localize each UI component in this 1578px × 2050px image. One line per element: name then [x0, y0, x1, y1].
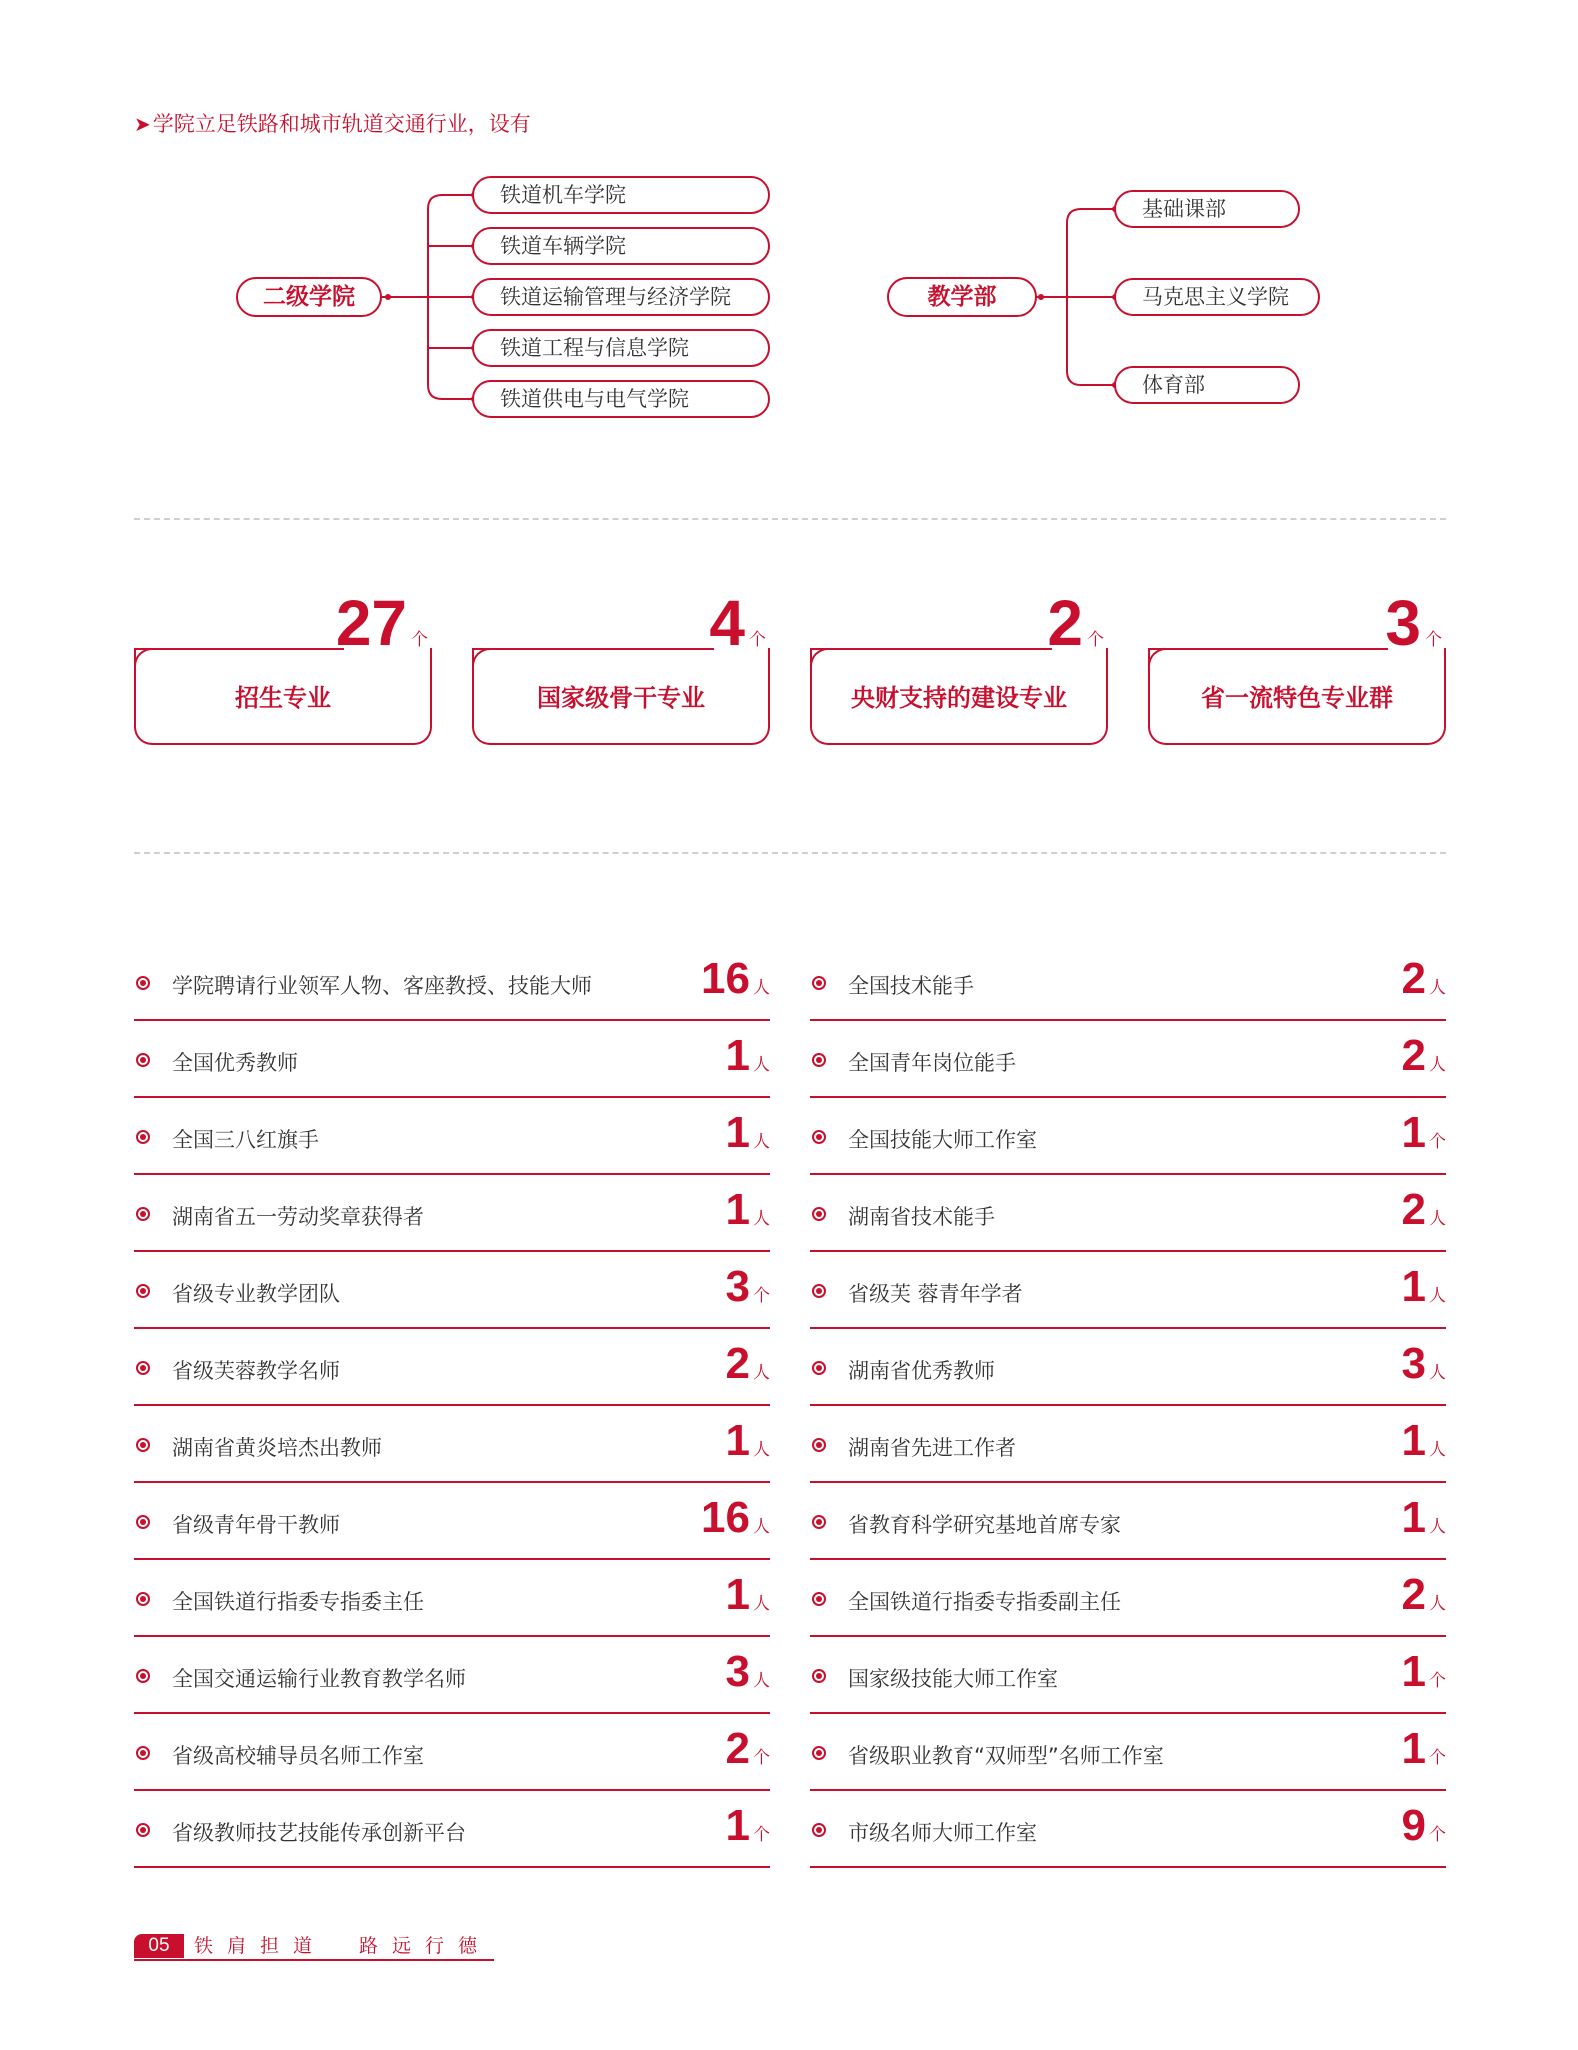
honor-text: 湖南省五一劳动奖章获得者 [172, 1205, 424, 1229]
honor-count [726, 1643, 770, 1701]
colleges-root-pill: 二级学院 [236, 277, 382, 317]
honor-count-unit: 个 [1429, 1671, 1446, 1691]
honor-count-value: 1 [725, 1801, 750, 1850]
honor-text: 省教育科学研究基地首席专家 [848, 1513, 1121, 1537]
honors-list-right [810, 946, 1446, 1870]
college-item: 铁道工程与信息学院 [472, 329, 770, 367]
honor-count-value: 2 [725, 1339, 750, 1388]
footer-motto: 铁肩担道 路远行德 [194, 1935, 492, 1957]
honor-text: 国家级技能大师工作室 [848, 1667, 1058, 1691]
card-top-line [1148, 648, 1388, 650]
bullet-icon [136, 976, 150, 990]
honor-text: 省级职业教育“双师型”名师工作室 [848, 1744, 1164, 1768]
honor-text: 全国三八红旗手 [172, 1128, 319, 1152]
honor-count-unit: 人 [1429, 1209, 1446, 1229]
honor-text: 全国铁道行指委专指委副主任 [848, 1590, 1121, 1614]
honor-count-unit: 人 [753, 978, 770, 998]
bullet-icon [136, 1669, 150, 1683]
honor-count-value: 16 [701, 954, 750, 1003]
department-item: 马克思主义学院 [1114, 278, 1320, 316]
department-item: 基础课部 [1114, 190, 1300, 228]
honor-row [810, 1177, 1446, 1252]
card-top-line [810, 648, 1052, 650]
honor-row [134, 1485, 770, 1560]
honor-count [1402, 1797, 1446, 1855]
bullet-icon [136, 1284, 150, 1298]
stat-card-enrollment [134, 587, 432, 745]
honor-row [810, 1254, 1446, 1329]
stat-card-central-finance [810, 587, 1108, 745]
stat-number: 27 个 [335, 587, 428, 659]
org-tree-connectors [0, 0, 1578, 460]
honor-count-unit: 人 [753, 1363, 770, 1383]
honor-count-unit: 人 [753, 1671, 770, 1691]
bullet-icon [136, 1823, 150, 1837]
honor-text: 湖南省技术能手 [848, 1205, 995, 1229]
stat-number: 2 个 [1047, 587, 1104, 659]
honor-count [1402, 1335, 1446, 1393]
honor-count [1402, 1720, 1446, 1778]
honor-text: 全国技能大师工作室 [848, 1128, 1037, 1152]
bullet-icon [812, 1130, 826, 1144]
honor-count-value: 1 [725, 1416, 750, 1465]
honor-row [810, 1485, 1446, 1560]
honor-row [134, 1100, 770, 1175]
honor-row [134, 1023, 770, 1098]
honor-count [701, 950, 770, 1008]
honor-row [810, 1023, 1446, 1098]
honor-count-value: 2 [1401, 1031, 1426, 1080]
bullet-icon [136, 1746, 150, 1760]
honor-count [726, 1412, 770, 1470]
bullet-icon [812, 1669, 826, 1683]
honor-count-value: 1 [1401, 1724, 1426, 1773]
honor-count-value: 3 [725, 1262, 750, 1311]
honor-count [726, 1104, 770, 1162]
intro-text: 学院立足铁路和城市轨道交通行业，设有 [152, 112, 531, 136]
honor-row [134, 1716, 770, 1791]
honor-count-value: 1 [725, 1108, 750, 1157]
honor-count-unit: 人 [1429, 1594, 1446, 1614]
honor-text: 全国交通运输行业教育教学名师 [172, 1667, 466, 1691]
bullet-icon [812, 1592, 826, 1606]
honor-text: 市级名师大师工作室 [848, 1821, 1037, 1845]
honor-row [810, 1716, 1446, 1791]
honor-text: 省级芙蓉教学名师 [172, 1359, 340, 1383]
honor-row [810, 1562, 1446, 1637]
honor-text: 全国铁道行指委专指委主任 [172, 1590, 424, 1614]
honor-count-unit: 人 [1429, 1286, 1446, 1306]
footer-underline [134, 1959, 494, 1961]
honor-row [810, 1408, 1446, 1483]
honor-count-unit: 人 [1429, 1363, 1446, 1383]
honor-count-unit: 人 [1429, 978, 1446, 998]
honor-count-value: 1 [1401, 1108, 1426, 1157]
honor-row [134, 1254, 770, 1329]
card-top-line [472, 648, 714, 650]
honor-count [1402, 1489, 1446, 1547]
honor-count-value: 2 [1401, 1185, 1426, 1234]
bullet-icon [812, 1361, 826, 1375]
honor-row [134, 946, 770, 1021]
honor-count-unit: 个 [753, 1748, 770, 1768]
stat-label: 省一流特色专业群 [1201, 684, 1393, 712]
bullet-icon [812, 976, 826, 990]
stat-number: 3 个 [1385, 587, 1442, 659]
honor-count [1402, 1104, 1446, 1162]
honor-count [1402, 1258, 1446, 1316]
bullet-icon [136, 1438, 150, 1452]
page-number: 05 [134, 1934, 184, 1958]
honor-row [134, 1177, 770, 1252]
bullet-icon [812, 1053, 826, 1067]
honor-count-value: 2 [1401, 1570, 1426, 1619]
honor-count-value: 16 [701, 1493, 750, 1542]
stat-card-provincial-cluster [1148, 587, 1446, 745]
section-divider [134, 518, 1446, 520]
honor-row [134, 1562, 770, 1637]
honor-count-unit: 人 [1429, 1440, 1446, 1460]
card-corner [810, 648, 830, 668]
department-item: 体育部 [1114, 366, 1300, 404]
card-corner [1148, 648, 1168, 668]
stat-number: 4 个 [709, 587, 766, 659]
card-corner [472, 648, 492, 668]
stat-label: 央财支持的建设专业 [851, 684, 1067, 712]
bullet-icon [812, 1746, 826, 1760]
honor-text: 学院聘请行业领军人物、客座教授、技能大师 [172, 974, 592, 998]
bullet-icon [812, 1515, 826, 1529]
honor-count [726, 1335, 770, 1393]
honor-count [1402, 1027, 1446, 1085]
bullet-icon [812, 1823, 826, 1837]
section-divider [134, 852, 1446, 854]
honor-count [726, 1027, 770, 1085]
page-footer [134, 1934, 494, 1960]
bullet-icon [136, 1207, 150, 1221]
honor-count [701, 1489, 770, 1547]
honor-text: 全国技术能手 [848, 974, 974, 998]
bullet-icon [812, 1284, 826, 1298]
honor-count-value: 1 [1401, 1416, 1426, 1465]
stat-label: 国家级骨干专业 [537, 684, 705, 712]
honor-count-unit: 人 [753, 1517, 770, 1537]
honor-count-value: 1 [1401, 1493, 1426, 1542]
honor-text: 省级高校辅导员名师工作室 [172, 1744, 424, 1768]
honor-count-unit: 人 [1429, 1055, 1446, 1075]
bullet-icon [136, 1053, 150, 1067]
honor-count-value: 3 [1401, 1339, 1426, 1388]
college-item: 铁道运输管理与经济学院 [472, 278, 770, 316]
honor-count-value: 1 [725, 1031, 750, 1080]
honor-count-unit: 个 [1429, 1748, 1446, 1768]
arrow-icon: ➤ [134, 112, 151, 136]
honor-count-unit: 人 [753, 1440, 770, 1460]
bullet-icon [136, 1515, 150, 1529]
honor-count-unit: 个 [1429, 1132, 1446, 1152]
honor-row [134, 1639, 770, 1714]
honor-text: 湖南省优秀教师 [848, 1359, 995, 1383]
honor-row [810, 1639, 1446, 1714]
honor-count-unit: 个 [753, 1286, 770, 1306]
honor-count-value: 2 [1401, 954, 1426, 1003]
honor-count-unit: 人 [753, 1594, 770, 1614]
honor-count [726, 1566, 770, 1624]
honor-count-unit: 人 [1429, 1517, 1446, 1537]
honor-count-unit: 个 [1429, 1825, 1446, 1845]
honor-count-unit: 人 [753, 1209, 770, 1229]
honor-text: 省级青年骨干教师 [172, 1513, 340, 1537]
college-item: 铁道供电与电气学院 [472, 380, 770, 418]
honor-count [726, 1258, 770, 1316]
honor-count [1402, 1412, 1446, 1470]
honor-count [1402, 1643, 1446, 1701]
bullet-icon [136, 1592, 150, 1606]
honor-count-value: 2 [725, 1724, 750, 1773]
honor-row [810, 946, 1446, 1021]
honor-row [134, 1793, 770, 1868]
honor-row [810, 1100, 1446, 1175]
honor-row [134, 1331, 770, 1406]
honor-row [810, 1793, 1446, 1868]
honor-count [726, 1181, 770, 1239]
honor-text: 湖南省先进工作者 [848, 1436, 1016, 1460]
honor-text: 全国优秀教师 [172, 1051, 298, 1075]
honors-list-left [134, 946, 770, 1870]
honor-text: 省级教师技艺技能传承创新平台 [172, 1821, 466, 1845]
honor-count-value: 1 [1401, 1647, 1426, 1696]
bullet-icon [812, 1207, 826, 1221]
honor-count-value: 1 [1401, 1262, 1426, 1311]
college-item: 铁道机车学院 [472, 176, 770, 214]
honor-count [726, 1797, 770, 1855]
card-corner [134, 648, 154, 668]
honor-count-unit: 人 [753, 1055, 770, 1075]
honor-row [810, 1331, 1446, 1406]
honor-count-value: 3 [725, 1647, 750, 1696]
bullet-icon [136, 1130, 150, 1144]
honor-text: 全国青年岗位能手 [848, 1051, 1016, 1075]
honor-count-value: 1 [725, 1185, 750, 1234]
stat-label: 招生专业 [235, 684, 331, 712]
honor-count [726, 1720, 770, 1778]
honor-count-value: 1 [725, 1570, 750, 1619]
honor-text: 湖南省黄炎培杰出教师 [172, 1436, 382, 1460]
honor-count-unit: 人 [753, 1132, 770, 1152]
honor-count [1402, 1566, 1446, 1624]
honor-count [1402, 1181, 1446, 1239]
departments-root-pill: 教学部 [887, 277, 1037, 317]
honor-count-value: 9 [1401, 1801, 1426, 1850]
honor-count-unit: 个 [753, 1825, 770, 1845]
stat-card-national-backbone [472, 587, 770, 745]
bullet-icon [812, 1438, 826, 1452]
honor-text: 省级芙 蓉青年学者 [848, 1282, 1023, 1306]
bullet-icon [136, 1361, 150, 1375]
honor-text: 省级专业教学团队 [172, 1282, 340, 1306]
college-item: 铁道车辆学院 [472, 227, 770, 265]
honor-count [1402, 950, 1446, 1008]
card-top-line [134, 648, 344, 650]
honor-row [134, 1408, 770, 1483]
